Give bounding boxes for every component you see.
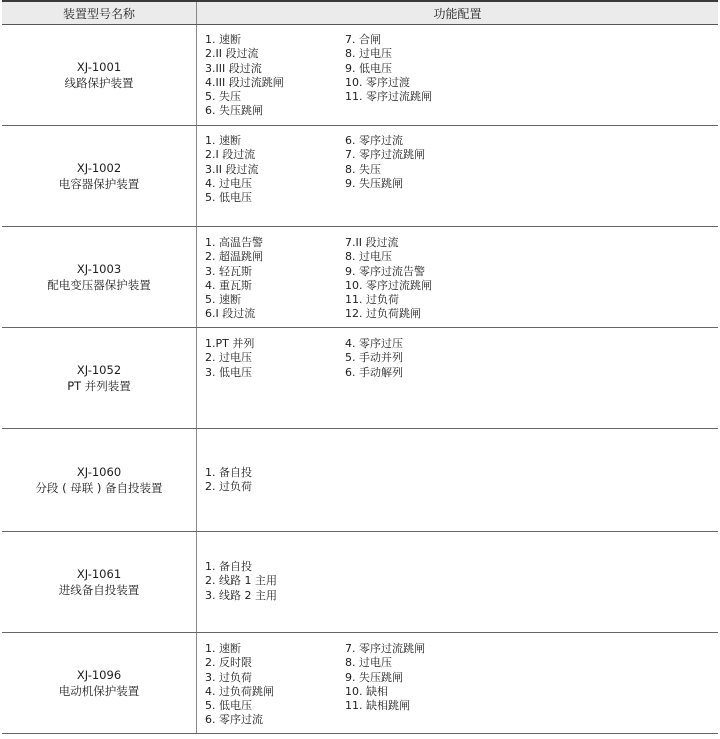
device-name: 电动机保护装置 — [58, 684, 140, 698]
table-row — [2, 328, 718, 429]
device-model: XJ-1052 — [76, 363, 122, 377]
table-row — [2, 25, 718, 126]
device-model: XJ-1003 — [76, 262, 122, 276]
function-item: 10. 零序过渡 — [345, 75, 410, 89]
function-list — [197, 328, 718, 380]
table-row — [2, 633, 718, 734]
function-item: 6. 失压跳闸 — [205, 104, 263, 118]
function-item: 3. 线路 2 主用 — [205, 588, 277, 602]
table-row — [2, 126, 718, 227]
function-item: 1. 备自投 — [205, 466, 252, 479]
function-item: 1. 速断 — [205, 134, 241, 147]
function-item: 3.II 段过流 — [205, 162, 259, 176]
function-column-left — [205, 236, 345, 322]
function-column-left — [205, 33, 345, 119]
device-model: XJ-1060 — [76, 465, 122, 479]
function-column-left — [205, 642, 345, 728]
function-column-left — [205, 337, 345, 380]
function-item: 4. 过电压 — [205, 176, 252, 190]
function-cell — [197, 227, 719, 328]
function-cell — [197, 328, 719, 429]
function-list — [197, 429, 718, 495]
table-row — [2, 532, 718, 633]
device-name: 电容器保护装置 — [58, 177, 140, 191]
function-item: 5. 低电压 — [205, 191, 252, 205]
device-name: 进线备自投装置 — [58, 583, 140, 597]
function-item: 3. 过负荷 — [205, 670, 252, 684]
function-item: 10. 缺相 — [345, 684, 388, 698]
function-item: 11. 缺相跳闸 — [345, 699, 410, 713]
function-item: 9. 失压跳闸 — [345, 176, 403, 190]
function-item: 1.PT 并列 — [205, 337, 255, 350]
function-item: 5. 手动并列 — [345, 351, 403, 365]
function-item: 3. 轻瓦斯 — [205, 264, 252, 278]
function-item: 2.I 段过流 — [205, 148, 256, 162]
function-item: 4.III 段过流跳闸 — [205, 75, 284, 89]
function-column-right — [345, 134, 425, 205]
function-column-left — [205, 134, 345, 205]
device-cell — [2, 126, 197, 227]
function-item: 4. 过负荷跳闸 — [205, 684, 274, 698]
device-cell — [2, 429, 197, 532]
function-item: 9. 失压跳闸 — [345, 670, 403, 684]
function-item: 7. 零序过流跳闸 — [345, 642, 425, 655]
function-item: 9. 低电压 — [345, 61, 392, 75]
function-column-right — [345, 337, 403, 380]
device-name: 线路保护装置 — [64, 76, 134, 90]
function-item: 6. 零序过流 — [345, 134, 403, 147]
function-item: 3.III 段过流 — [205, 61, 262, 75]
function-list — [197, 126, 718, 205]
device-cell — [2, 227, 197, 328]
function-item: 1. 速断 — [205, 33, 241, 46]
function-list — [197, 227, 718, 322]
function-item: 2. 过负荷 — [205, 480, 252, 494]
table-header-row — [2, 1, 718, 25]
function-item: 11. 零序过流跳闸 — [345, 90, 432, 104]
function-item: 6.I 段过流 — [205, 307, 256, 321]
function-column-left — [205, 560, 345, 603]
function-item: 12. 过负荷跳闸 — [345, 307, 421, 321]
device-function-table — [2, 0, 718, 734]
header-device-model-name: 装置型号名称 — [2, 1, 197, 25]
function-item: 2. 反时限 — [205, 656, 252, 670]
device-name: PT 并列装置 — [67, 379, 131, 393]
function-item: 11. 过负荷 — [345, 293, 399, 307]
function-item: 5. 失压 — [205, 90, 241, 104]
function-item: 2. 线路 1 主用 — [205, 574, 277, 588]
function-item: 5. 速断 — [205, 293, 241, 307]
table-row — [2, 227, 718, 328]
function-cell — [197, 126, 719, 227]
function-list — [197, 25, 718, 119]
function-item: 8. 过电压 — [345, 47, 392, 61]
table-row — [2, 429, 718, 532]
function-list — [197, 532, 718, 603]
function-column-right — [345, 642, 425, 728]
function-item: 7.II 段过流 — [345, 236, 399, 249]
device-cell — [2, 633, 197, 734]
device-cell — [2, 328, 197, 429]
function-item: 6. 零序过流 — [205, 713, 263, 727]
function-item: 2. 过电压 — [205, 351, 252, 365]
function-item: 2.II 段过流 — [205, 47, 259, 61]
function-item: 9. 零序过流告警 — [345, 264, 425, 278]
function-column-right — [345, 236, 432, 322]
device-name: 配电变压器保护装置 — [47, 278, 151, 292]
function-item: 6. 手动解列 — [345, 365, 403, 379]
function-item: 2. 超温跳闸 — [205, 250, 263, 264]
function-item: 1. 速断 — [205, 642, 241, 655]
function-column-left — [205, 466, 345, 495]
function-item: 3. 低电压 — [205, 365, 252, 379]
function-cell — [197, 532, 719, 633]
function-item: 4. 零序过压 — [345, 337, 403, 350]
function-item: 10. 零序过流跳闸 — [345, 278, 432, 292]
table-body — [2, 25, 718, 734]
device-name: 分段 ( 母联 ) 备自投装置 — [35, 481, 163, 495]
function-item: 7. 零序过流跳闸 — [345, 148, 425, 162]
header-function-config: 功能配置 — [197, 1, 719, 25]
function-cell — [197, 429, 719, 532]
device-model: XJ-1096 — [76, 668, 122, 682]
device-model: XJ-1001 — [76, 60, 122, 74]
function-item: 8. 失压 — [345, 162, 381, 176]
function-item: 8. 过电压 — [345, 656, 392, 670]
function-item: 1. 备自投 — [205, 560, 252, 573]
function-list — [197, 633, 718, 728]
function-item: 4. 重瓦斯 — [205, 278, 252, 292]
function-item: 8. 过电压 — [345, 250, 392, 264]
device-model: XJ-1002 — [76, 161, 122, 175]
device-model: XJ-1061 — [76, 567, 122, 581]
function-item: 1. 高温告警 — [205, 236, 263, 249]
device-cell — [2, 532, 197, 633]
function-item: 7. 合闸 — [345, 33, 381, 46]
function-cell — [197, 633, 719, 734]
function-item: 5. 低电压 — [205, 699, 252, 713]
function-cell — [197, 25, 719, 126]
function-column-right — [345, 33, 432, 119]
device-cell — [2, 25, 197, 126]
